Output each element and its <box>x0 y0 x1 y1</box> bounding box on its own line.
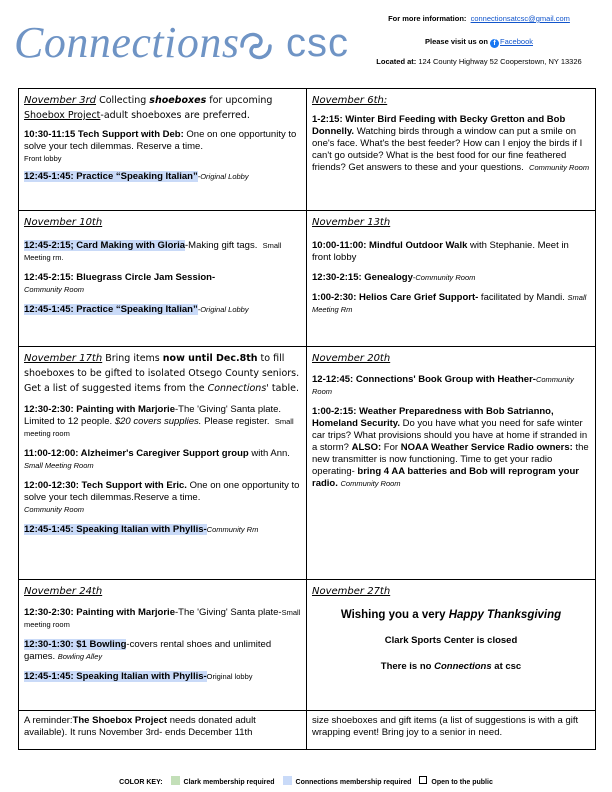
clark-key-text: Clark membership required <box>183 779 275 786</box>
event-location: Community Room <box>312 375 574 396</box>
logo-swirl-icon <box>236 26 276 66</box>
event-location: Community Room <box>529 163 590 172</box>
nov27-header <box>312 584 590 599</box>
calendar-row <box>19 89 596 211</box>
intro-text: ' table. <box>266 383 299 394</box>
nov17-intro <box>24 351 301 396</box>
event-cost: $20 covers supplies. <box>114 416 202 427</box>
intro-text: to fill shoeboxes to be gifted to isolated Otsego County seniors. Get a list of suggested items from the <box>24 353 300 394</box>
cell-nov-13 <box>307 211 596 347</box>
intro-bold: now until Dec.8th <box>162 353 258 364</box>
calendar-row <box>19 211 596 347</box>
event-title: 1-2:15: Winter Bird Feeding with Becky Gretton and Bob Donnelly. <box>312 114 566 137</box>
event-location: Community Rm <box>206 525 259 534</box>
intro-text: for upcoming <box>206 95 273 106</box>
nov20-header <box>312 351 590 366</box>
event-location: -Community Room <box>412 273 476 282</box>
visit-label: Please visit us on <box>425 37 488 46</box>
nov24-header <box>24 584 301 599</box>
cell-nov-6 <box>307 89 596 211</box>
date-label: November 10th <box>24 217 103 228</box>
event-bold: bring 4 AA batteries and Bob will reprogram your radio. <box>312 466 579 489</box>
event <box>312 292 590 316</box>
date-label: November 20th <box>312 353 391 364</box>
event-title: 11:00-12:00: Alzheimer's Caregiver Support group <box>24 448 249 459</box>
date-label: November 3rd <box>24 95 97 106</box>
reminder-text: A reminder: <box>24 715 73 726</box>
event <box>312 406 590 490</box>
event <box>24 639 301 663</box>
date-label: November 13th <box>312 217 391 228</box>
reminder-text: needs donated adult available). It runs November 3rd- ends December 11th <box>24 715 256 738</box>
event-location: Small Meeting Room <box>24 461 94 470</box>
nov10-header <box>24 215 301 230</box>
event-location: Original lobby <box>206 672 253 681</box>
intro-text: -adult shoeboxes are preferred. <box>100 110 250 121</box>
notice-text: There is no <box>380 661 435 672</box>
intro-text: Bring items <box>102 353 163 364</box>
nov13-header <box>312 215 590 230</box>
logo-text: Connections <box>14 18 240 67</box>
nov6-header <box>312 93 590 108</box>
event <box>24 272 301 296</box>
event <box>24 129 301 165</box>
event-location: Small Meeting rm. <box>24 241 282 262</box>
event <box>24 448 301 472</box>
facebook-icon: f <box>490 39 499 48</box>
cell-nov-27 <box>307 580 596 711</box>
calendar-row <box>19 347 596 580</box>
event-location: Community Room <box>24 505 85 514</box>
event-text: Do you have what you need for safe winter car trips? What provisions should you have at home if stranded in a storm? <box>312 418 588 453</box>
event-text: -Making gift tags. <box>185 240 258 251</box>
reminder-bold: The Shoebox Project <box>72 715 168 726</box>
event-also: ALSO: <box>351 442 382 453</box>
event-title: 1:00-2:15: Weather Preparedness with Bob Satrianno, Homeland Security. <box>312 406 554 429</box>
event-title: 10:30-11:15 Tech Support with Deb: <box>24 129 184 140</box>
event <box>24 607 301 631</box>
event <box>312 272 590 284</box>
cell-nov-20 <box>307 347 596 580</box>
logo-csc: csc <box>286 21 349 65</box>
event-location: Front lobby <box>24 154 62 163</box>
event-noaa: NOAA Weather Service Radio owners: <box>400 442 573 453</box>
event <box>312 114 590 174</box>
connections-key-text: Connections membership required <box>295 779 412 786</box>
location-label: Located at: <box>376 57 417 66</box>
event-text: -covers rental shoes and unlimited games. <box>24 639 272 662</box>
event-text: -The 'Giving' Santa plate. Limited to 12 people. <box>24 404 282 427</box>
notice-text: at csc <box>491 661 522 672</box>
event <box>312 240 590 264</box>
cell-nov-24 <box>19 580 307 711</box>
event-title: 12:00-12:30: Tech Support with Eric. <box>24 480 187 491</box>
event <box>312 374 590 398</box>
event-text: facilitated by Mandi. <box>478 292 565 303</box>
event-location: -Original Lobby <box>197 305 249 314</box>
event-location: Bowling Alley <box>57 652 103 661</box>
event-location: -Original Lobby <box>197 172 249 181</box>
date-label: November 17th <box>24 353 103 364</box>
event-title: 12:30-2:30: Painting with Marjorie <box>24 404 175 415</box>
event <box>24 240 301 264</box>
more-info-label: For more information: <box>388 14 467 23</box>
event-title: 12:45-2:15; Card Making with Gloria <box>24 240 186 251</box>
event-title: 12:30-1:30: $1 Bowling <box>24 639 127 650</box>
calendar-table <box>18 88 596 750</box>
event-location: Small Meeting Rm <box>312 293 587 314</box>
color-key <box>0 776 612 786</box>
event-location: Community Room <box>340 479 401 488</box>
notice-italic: Connections <box>434 661 492 672</box>
color-key-label: COLOR KEY: <box>119 779 163 786</box>
more-info-line <box>364 14 594 23</box>
date-label: November 27th <box>312 586 391 597</box>
event-title: 12:45-1:45: Practice “Speaking Italian” <box>24 171 198 182</box>
event <box>24 480 301 516</box>
event <box>24 404 301 440</box>
clark-swatch <box>171 776 180 785</box>
event-text: One on one opportunity to solve your tech dilemmas. Reserve a time. <box>24 129 297 152</box>
event-location: Small meeting room <box>24 417 294 438</box>
event-location: Small meeting room <box>24 608 301 629</box>
thanksgiving-wish <box>312 609 590 621</box>
event-title: 12:30-2:15: Genealogy <box>312 272 413 283</box>
calendar-row <box>19 711 596 750</box>
event-title: 12-12:45: Connections' Book Group with Heather- <box>312 374 536 385</box>
event-title: 10:00-11:00: Mindful Outdoor Walk <box>312 240 468 251</box>
event-text: the new transmitter is now functioning. Time to get your radio operating- <box>312 442 589 477</box>
address: 124 County Highway 52 Cooperstown, NY 13326 <box>418 57 582 66</box>
nov3-intro <box>24 93 301 123</box>
event-text: with Ann. <box>248 448 290 459</box>
event-text: Please register. <box>201 416 270 427</box>
event-text: For <box>381 442 401 453</box>
cell-reminder-left <box>19 711 307 750</box>
cell-nov-17 <box>19 347 307 580</box>
event-text: Watching birds through a window can put a smile on one's face. What's the best feeder? How can I enjoy the birds if I can't go outside? What is the best food for our fine feathered friends? Get answers to these and your questions. <box>312 126 583 173</box>
cell-nov-10 <box>19 211 307 347</box>
wish-text: Wishing you a very <box>340 609 449 621</box>
intro-text: Collecting <box>99 95 150 106</box>
event-text: One on one opportunity to solve your tech dilemmas.Reserve a time. <box>24 480 300 503</box>
visit-line <box>364 37 594 48</box>
event-text: with Stephanie. Meet in front lobby <box>312 240 569 263</box>
wish-italic: Happy Thanksgiving <box>448 609 562 621</box>
event-location: Community Room <box>24 285 85 294</box>
event-title: 12:45-1:45: Speaking Italian with Phyllis- <box>24 524 207 535</box>
email-link[interactable]: connectionsatcsc@gmail.com <box>470 14 570 23</box>
event-title: 12:30-2:30: Painting with Marjorie <box>24 607 175 618</box>
intro-bold: shoeboxes <box>149 95 207 106</box>
event <box>24 304 301 316</box>
connections-swatch <box>283 776 292 785</box>
cell-nov-3 <box>19 89 307 211</box>
event-title: 12:45-1:45: Practice “Speaking Italian” <box>24 304 198 315</box>
event <box>24 171 301 183</box>
intro-italic: Connections <box>207 383 267 394</box>
date-label: November 24th <box>24 586 103 597</box>
no-connections-notice <box>312 661 590 673</box>
calendar-row <box>19 580 596 711</box>
cell-reminder-right <box>307 711 596 750</box>
connections-csc-logo <box>14 18 354 68</box>
event <box>24 524 301 536</box>
event-title: 1:00-2:30: Helios Care Grief Support- <box>312 292 479 303</box>
event-text: -The 'Giving' Santa plate- <box>174 607 282 618</box>
event-title: 12:45-1:45: Speaking Italian with Phyllis- <box>24 671 207 682</box>
date-label: November 6th: <box>312 95 388 106</box>
event-title: 12:45-2:15: Bluegrass Circle Jam Session- <box>24 272 216 283</box>
location-line <box>364 57 594 66</box>
reminder-text: size shoeboxes and gift items (a list of suggestions is with a gift wrapping event! Bring joy to a senior in need. <box>312 715 579 738</box>
intro-underline: Shoebox Project <box>24 110 101 121</box>
facebook-link[interactable]: Facebook <box>500 37 533 46</box>
event <box>24 671 301 683</box>
public-swatch <box>419 776 427 784</box>
closed-notice: Clark Sports Center is closed <box>384 635 518 646</box>
public-key-text: Open to the public <box>431 779 493 786</box>
